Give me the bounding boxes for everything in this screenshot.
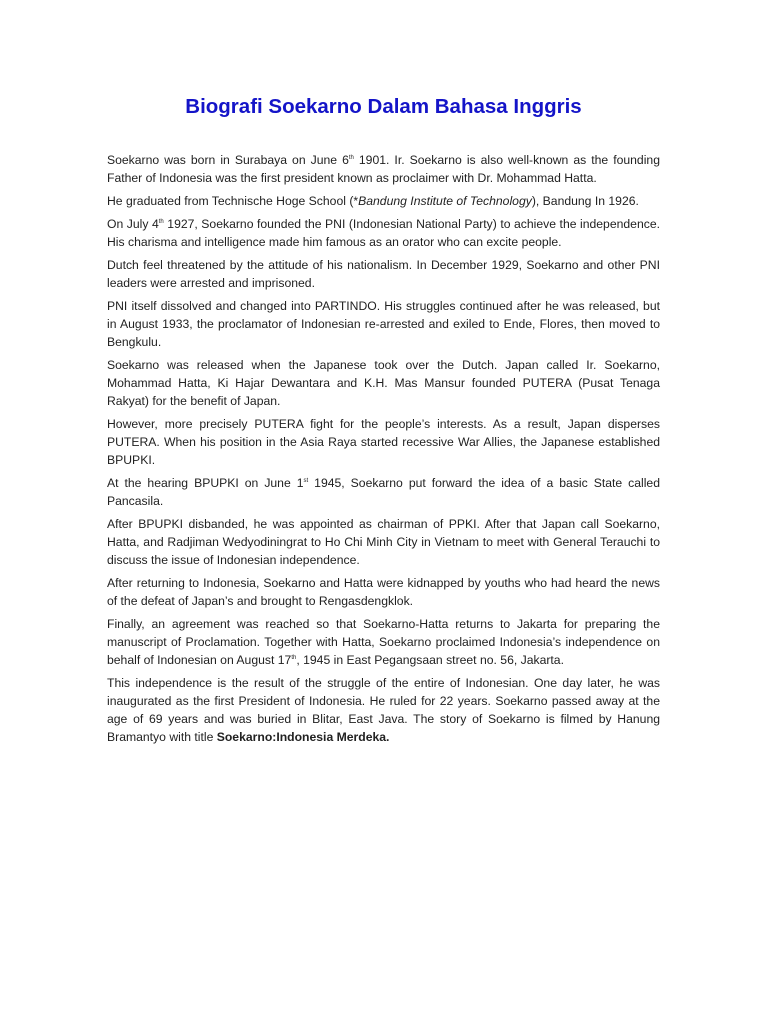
paragraph-rengasdengklok bbox=[107, 574, 660, 610]
paragraph-text: 1927, Soekarno founded the PNI (Indonesian National Party) to achieve the independence. His charisma and intelligence made him famous as an orator who can excite people. bbox=[107, 217, 660, 249]
ordinal-suffix: st bbox=[303, 478, 309, 484]
paragraph-text: Soekarno was born in Surabaya on June 6 bbox=[107, 153, 349, 167]
paragraph-birth bbox=[107, 151, 660, 187]
document-page bbox=[107, 94, 660, 751]
paragraph-text: However, more precisely PUTERA fight for the people’s interests. As a result, Japan disperses PUTERA. When his position in the Asia Raya started recessive War Allies, the Japanese established BPUPKI. bbox=[107, 417, 660, 467]
paragraph-text: , 1945 in East Pegangsaan street no. 56, Jakarta. bbox=[296, 653, 564, 667]
ordinal-suffix: th bbox=[348, 155, 354, 161]
institution-name: Bandung Institute of Technology bbox=[358, 194, 532, 208]
paragraph-text: Finally, an agreement was reached so that Soekarno-Hatta returns to Jakarta for preparing the manuscript of Proclamation. Together with Hatta, Soekarno proclaimed Indonesia’s independence on behalf of Indonesian on August 17 bbox=[107, 617, 660, 667]
paragraph-proclamation bbox=[107, 615, 660, 669]
paragraph-partindo bbox=[107, 297, 660, 351]
paragraph-putera bbox=[107, 356, 660, 410]
paragraph-pancasila bbox=[107, 474, 660, 510]
paragraph-text: ), Bandung In 1926. bbox=[531, 194, 639, 208]
paragraph-text: At the hearing BPUPKI on June 1 bbox=[107, 476, 304, 490]
paragraph-text: After BPUPKI disbanded, he was appointed as chairman of PPKI. After that Japan call Soekarno, Hatta, and Radjiman Wedyodiningrat to Ho Chi Minh City in Vietnam to meet with General Terauchi to discuss the issue of Indonesian independence. bbox=[107, 517, 660, 567]
paragraph-ppki bbox=[107, 515, 660, 569]
paragraph-text: Soekarno was released when the Japanese took over the Dutch. Japan called Ir. Soekarno, Mohammad Hatta, Ki Hajar Dewantara and K.H. Mas Mansur founded PUTERA (Pusat Tenaga Rakyat) for the benefit of Japan. bbox=[107, 358, 660, 408]
document-title: Biografi Soekarno Dalam Bahasa Inggris bbox=[185, 95, 582, 118]
paragraph-text: This independence is the result of the struggle of the entire of Indonesian. One day later, he was inaugurated as the first President of Indonesia. He ruled for 22 years. Soekarno passed away at the age of 69 years and was buried in Blitar, East Java. The story of Soekarno is filmed by Hanung Bramantyo with title bbox=[107, 676, 660, 744]
paragraph-arrest bbox=[107, 256, 660, 292]
paragraph-text: He graduated from Technische Hoge School (* bbox=[107, 194, 359, 208]
paragraph-text: Dutch feel threatened by the attitude of his nationalism. In December 1929, Soekarno and other PNI leaders were arrested and imprisoned. bbox=[107, 258, 660, 290]
paragraph-pni-founding bbox=[107, 215, 660, 251]
paragraph-presidency bbox=[107, 674, 660, 746]
paragraph-text: After returning to Indonesia, Soekarno and Hatta were kidnapped by youths who had heard the news of the defeat of Japan’s and brought to Rengasdengklok. bbox=[107, 576, 660, 608]
paragraph-text: On July 4 bbox=[107, 217, 159, 231]
paragraph-bpupki bbox=[107, 415, 660, 469]
paragraph-text: 1901. Ir. Soekarno is also well-known as the founding Father of Indonesia was the first president known as proclaimer with Dr. Mohammad Hatta. bbox=[107, 153, 660, 185]
paragraph-education bbox=[107, 192, 660, 210]
paragraph-text: 1945, Soekarno put forward the idea of a basic State called Pancasila. bbox=[107, 476, 660, 508]
ordinal-suffix: th bbox=[158, 219, 164, 225]
paragraph-text: PNI itself dissolved and changed into PARTINDO. His struggles continued after he was released, but in August 1933, the proclamator of Indonesian re-arrested and exiled to Ende, Flores, then moved to Bengkulu. bbox=[107, 299, 660, 349]
ordinal-suffix: th bbox=[291, 655, 297, 661]
film-title: Soekarno:Indonesia Merdeka. bbox=[216, 730, 390, 744]
